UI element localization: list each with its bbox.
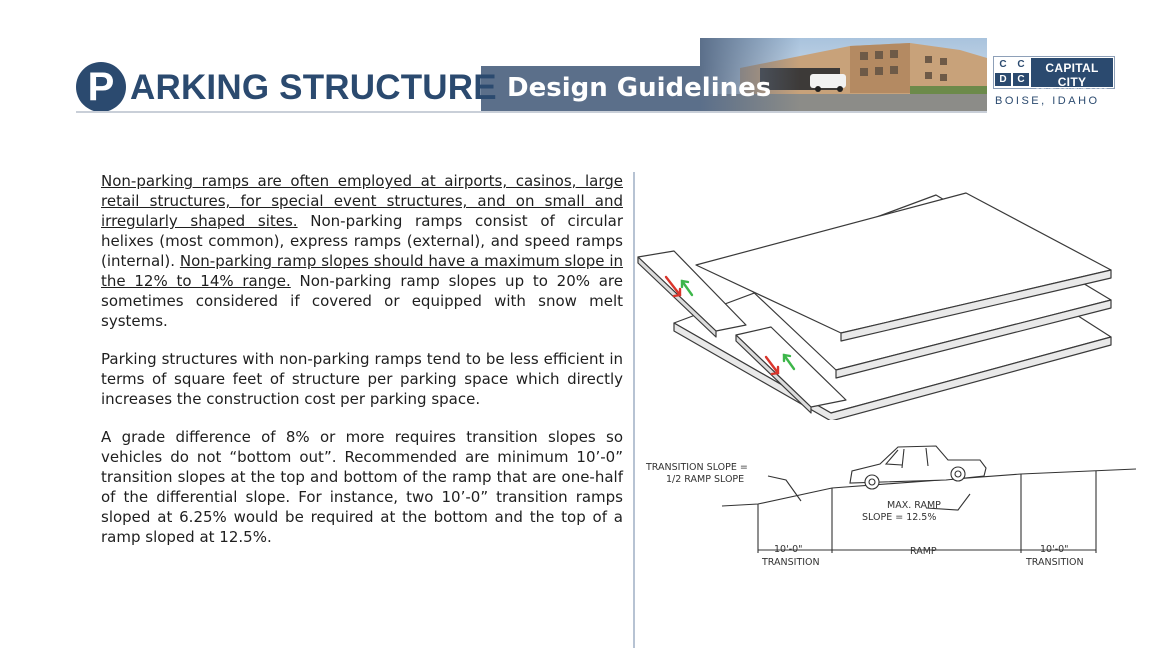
left-transition-label: TRANSITION [762,557,820,568]
body-text [101,171,623,565]
transition-slope-label: TRANSITION SLOPE = [646,462,748,473]
org-letter: C [1013,73,1029,86]
left-dimension: 10'-0" [774,544,803,555]
paragraph-efficiency: Parking structures with non-parking ramps tend to be less efficient in terms of square feet of structure per parking space which directly increases the construction cost per parking space. [101,350,623,408]
right-dimension: 10'-0" [1040,544,1069,555]
ramp-section-diagram [636,438,1141,573]
paragraph-ramps [101,171,623,331]
plain-text: Non-parking ramps consist of circular helixes (most common), express ramps (external), and speed ramps (internal). [101,212,624,270]
title-initial-badge: P [76,62,126,112]
transition-slope-label-2: 1/2 RAMP SLOPE [666,474,745,485]
plain-text: Non-parking ramp slopes up to 20% are sometimes considered if covered or equipped with snow melt systems. [101,272,623,330]
max-ramp-label: MAX. RAMP [887,500,941,511]
ramp-label: RAMP [910,546,937,557]
column-divider [633,172,635,648]
ramp-isometric-diagram [636,185,1116,420]
org-name: CAPITAL CITY [1045,61,1099,89]
org-letter: D [995,73,1011,86]
org-letter: C [1013,58,1029,71]
org-logo-name [1031,58,1113,95]
org-logo-mark [995,58,1029,86]
underlined-text: Non-parking ramp slopes should have a maximum slope in the 12% to 14% range. [101,252,624,290]
header-rule [76,111,987,113]
org-subname: DEVELOPMENT CORP [1035,89,1109,95]
page-subtitle: Design Guidelines [507,73,772,103]
max-ramp-slope-label: SLOPE = 12.5% [862,512,937,523]
right-transition-label: TRANSITION [1026,557,1084,568]
paragraph-transition: A grade difference of 8% or more requires transition slopes so vehicles do not “bottom out”. Recommended are minimum 10’-0” transition slopes at the top and bottom of the ramp that are one-half of the differential slope. For instance, two 10’-0” transition ramps sloped at 6.25% would be required at the bottom and the top of a ramp sloped at 12.5%. [101,428,623,546]
car-icon [850,446,986,489]
underlined-text: Non-parking ramps are often employed at airports, casinos, large retail structures, for special event structures, and on small and irregularly shaped sites. [101,172,623,230]
org-location: BOISE, IDAHO [995,95,1100,107]
page-title: ARKING STRUCTURE [130,68,497,107]
org-letter: C [995,58,1011,71]
